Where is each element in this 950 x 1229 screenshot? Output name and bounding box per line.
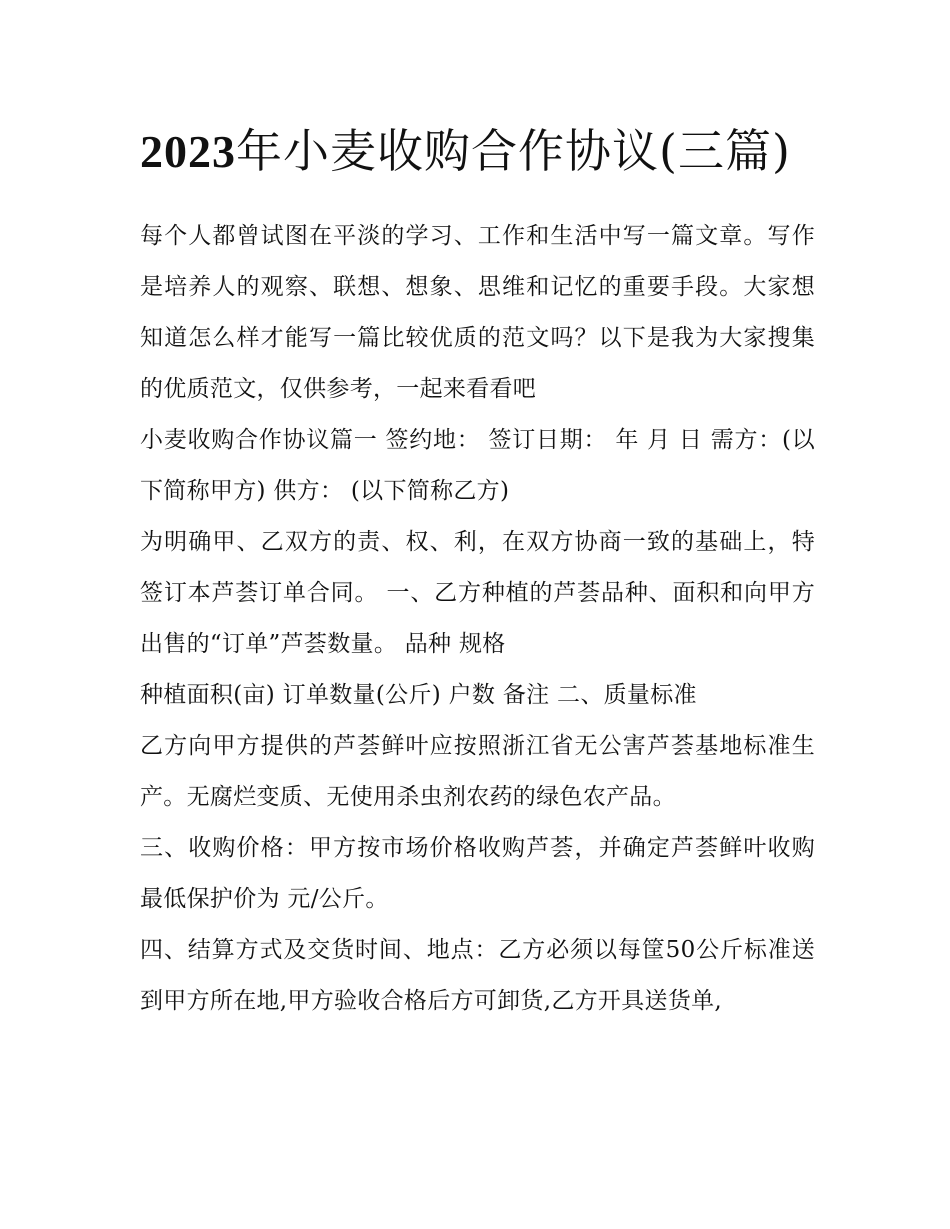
- quality-standard-paragraph: 乙方向甲方提供的芦荟鲜叶应按照浙江省无公害芦荟基地标准生产。无腐烂变质、无使用杀虫剂农药的绿色农产品。: [140, 733, 815, 810]
- purpose-paragraph: 为明确甲、乙双方的责、权、利，在双方协商一致的基础上，特签订本芦荟订单合同。 一、乙方种植的芦荟品种、面积和向甲方出售的“订单”芦荟数量。 品种 规格: [140, 529, 815, 657]
- document-page: [140, 112, 815, 1027]
- purchase-price-paragraph: 三、收购价格：甲方按市场价格收购芦荟，并确定芦荟鲜叶收购最低保护价为 元/公斤。: [140, 835, 815, 912]
- agreement-header-paragraph: 小麦收购合作协议篇一 签约地： 签订日期： 年 月 日 需方：(以下简称甲方) 供方： (以下简称乙方): [140, 427, 815, 504]
- document-title: [140, 112, 815, 191]
- settlement-paragraph: 四、结算方式及交货时间、地点：乙方必须以每筐50公斤标准送到甲方所在地,甲方验收合格后方可卸货,乙方开具送货单,: [140, 937, 815, 1014]
- title-year: 2023: [140, 126, 236, 177]
- table-header-paragraph: 种植面积(亩) 订单数量(公斤) 户数 备注 二、质量标准: [140, 682, 697, 708]
- title-text: 年小麦收购合作协议(三篇): [236, 124, 791, 178]
- intro-paragraph: 每个人都曾试图在平淡的学习、工作和生活中写一篇文章。写作是培养人的观察、联想、想象、思维和记忆的重要手段。大家想知道怎么样才能写一篇比较优质的范文吗？以下是我为大家搜集的优质范文，仅供参考，一起来看看吧: [140, 223, 815, 402]
